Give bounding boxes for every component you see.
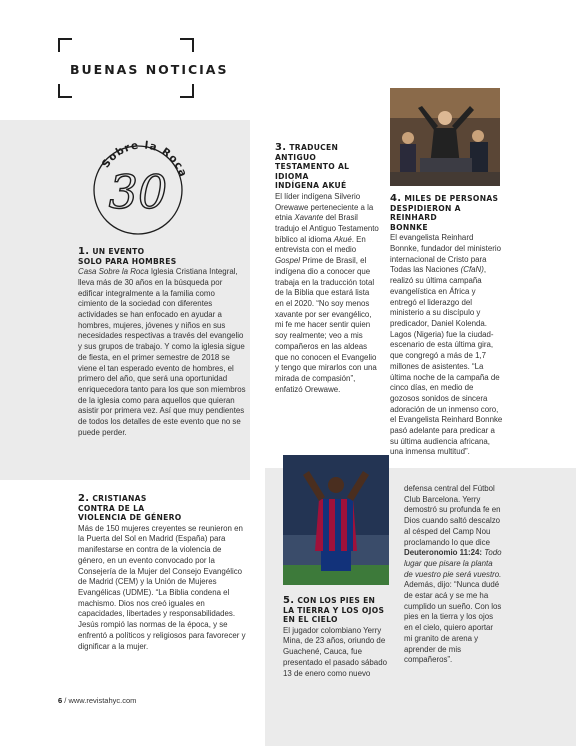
- article-4-title: 4. MILES DE PERSONAS DESPIDIERON A REINHARD BONNKE: [390, 193, 499, 232]
- player-photo-graphic: [283, 455, 389, 585]
- footer-url[interactable]: www.revistahyc.com: [68, 696, 137, 705]
- photo-graphic: [390, 88, 500, 186]
- page-footer: [58, 696, 136, 705]
- logo-sobre-la-roca: [84, 128, 196, 240]
- article-3: [275, 143, 379, 395]
- article-5-body-right: defensa central del Fútbol Club Barcelona. Yerry demostró su profunda fe en Dios cuando saltó descalzo al césped del Camp Nou proclamando lo que dice Deuteronomio 11:24: Todo lugar que pisare la planta de vuestro pie será vuestro. Además, dijo: “Nunca dudé de estar acá y se me ha cumplido un sueño. Con los pies en la tierra y los ojos en el cielo, quiero aportar mi granito de arena y aprender de mis compañeros”.: [404, 484, 502, 665]
- article-4-body: El evangelista Reinhard Bonnke, fundador del ministerio internacional de Cristo para Todas las Naciones (CfaN), realizó su última campaña evangelística en África y entregó el liderazgo del ministerio a su discípulo y predicador, Daniel Kolenda. Lagos (Nigeria) fue la ciudad-escenario de esta última gira, que congregó a más de 1,7 millones de asistentes. “La última noche de la campaña de cinco días, en medio de gozosos sonidos de sincera adoración de un inmenso coro, el Evangelista Reinhard Bonnke pasó adelante para predicar a su última audiencia africana, una inmensa multitud”.: [390, 233, 503, 457]
- corner-bottom-left: [58, 84, 72, 98]
- article-2-body: Más de 150 mujeres creyentes se reunieron en la Puerta del Sol en Madrid (España) para manifestarse en contra de la violencia de género, en un evento convocado por la Consejería de la Mujer del Consejo Evangélico de Madrid (CEM) y la Unión de Mujeres Evangélicas (UDME). “La Biblia condena el machismo. Dios nos creó iguales en capacidades, libertades y responsabilidades. Jesús rompió las normas de la época, y se enfrentó a políticos y religiosos para favorecer y dignificar a la mujer.: [78, 523, 246, 651]
- article-1: [78, 247, 246, 438]
- article-3-title: 3. TRADUCEN ANTIGUO TESTAMENTO AL IDIOMA INDÍGENA AKUÉ: [275, 142, 350, 191]
- logo-number: 30: [108, 165, 168, 219]
- article-2: [78, 494, 246, 652]
- article-5-title: 5. CON LOS PIES EN LA TIERRA Y LOS OJOS EN EL CIELO: [283, 595, 385, 625]
- page-number: 6: [58, 696, 63, 705]
- article-5: [283, 596, 391, 679]
- logo-text: Sobre la Roca: [99, 139, 190, 180]
- article-4: [390, 194, 503, 458]
- photo-reinhard-bonnke: [390, 88, 500, 186]
- logo-graphic: [84, 128, 196, 240]
- page-title: BUENAS NOTICIAS: [70, 62, 229, 77]
- article-3-body: El líder indígena Silverio Orewawe perteneciente a la etnia Xavante del Brasil tradujo el Antiguo Testamento bíblico al idioma Akué. En entrevista con el medio Gospel Prime de Brasil, el indígena dio a conocer que trabaja en la traducción total de la Biblia que estará lista en el 2020. “No soy menos xavante por ser evangélico, mi fe me hacer sentir quien soy realmente; veo a mis compañeros en las aldeas que no conocen el Evangelio y tengo que mirarlos con una mirada de compasión”, enfatizó Orewawe.: [275, 191, 379, 394]
- corner-top-left: [58, 38, 72, 52]
- article-1-body: Casa Sobre la Roca Iglesia Cristiana Integral, lleva más de 30 años en la búsqueda por edificar integralmente a la familia como cimiento de la sociedad con diferentes actividades se han enfocado en ayudar a hombres, mujeres, jóvenes y niños en sus necesidades respectivas a través del evangelio y sus grupos de trabajo. Y como la iglesia sigue de fiesta, en el primer semestre de 2018 se viene el tan esperado evento de hombres, el primero del año, que será una oportunidad enriquecedora tanto para los que son miembros de la iglesia como para aquellos que quieran asistir por primera vez. Así que muy pendientes de todos los detalles de este evento que no se puede perder.: [78, 267, 246, 437]
- article-5-body-left: El jugador colombiano Yerry Mina, de 23 años, oriundo de Guachené, Cauca, fue presentado el pasado sábado 13 de enero como nuevo: [283, 625, 387, 678]
- article-2-title: 2. CRISTIANAS CONTRA DE LA VIOLENCIA DE GÉNERO: [78, 493, 182, 523]
- photo-yerry-mina: [283, 455, 389, 585]
- corner-top-right: [180, 38, 194, 52]
- footer-separator: /: [64, 696, 67, 705]
- article-1-title: 1. UN EVENTO SOLO PARA HOMBRES: [78, 246, 177, 266]
- corner-bottom-right: [180, 84, 194, 98]
- section-header: [58, 38, 229, 98]
